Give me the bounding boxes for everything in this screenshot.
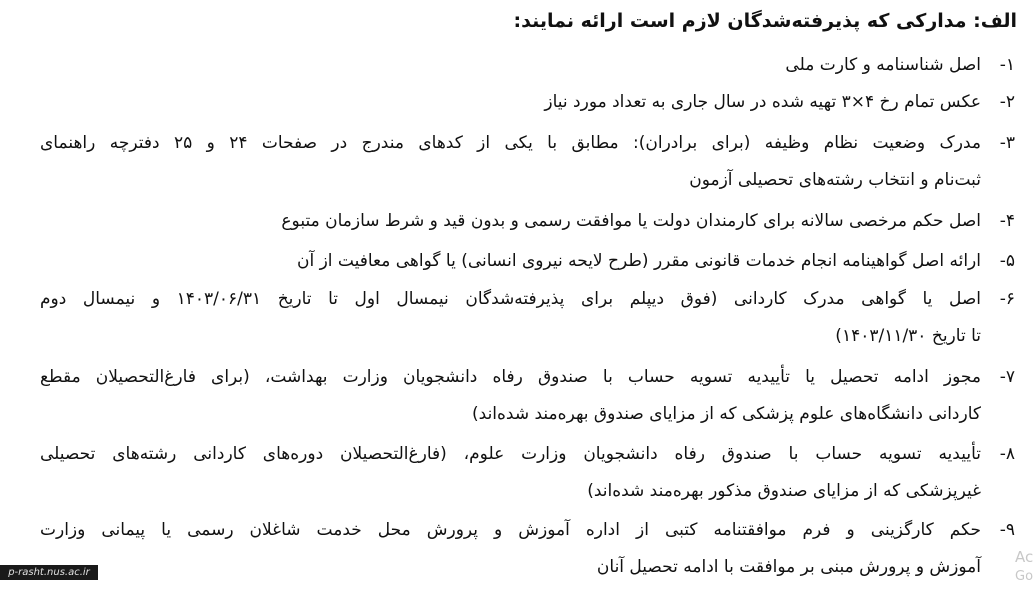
item-text: عکس تمام رخ ۴×۳ تهیه شده در سال جاری به تعداد مورد نیاز — [544, 92, 981, 112]
item-text: حکم کارگزینی و فرم موافقتنامه کتبی از اداره آموزش و پرورش محل خدمت شاغلان رسمی یا پیمانی وزارت — [40, 520, 981, 540]
list-item — [40, 84, 1015, 121]
list-item — [40, 203, 1015, 240]
item-text-continued: غیرپزشکی که از مزایای صندوق مذکور بهره‌مند شده‌اند) — [587, 481, 981, 501]
section-heading: الف: مدارکی که پذیرفته‌شدگان لازم است ارائه نمایند: — [513, 10, 1017, 32]
activation-subtext: Go — [1015, 569, 1033, 584]
list-item — [40, 243, 1015, 280]
item-text: ارائه اصل گواهینامه انجام خدمات قانونی مقرر (طرح لایحه نیروی انسانی) یا گواهی معافیت از آن — [296, 251, 981, 271]
item-number: ۸- — [999, 444, 1015, 464]
list-item — [40, 436, 1015, 510]
item-number: ۶- — [999, 289, 1015, 309]
item-text: تأییدیه تسویه حساب با صندوق رفاه دانشجویان وزارت علوم، (فارغ‌التحصیلان دوره‌های کاردانی رشته‌های تحصیلی — [40, 444, 981, 464]
item-text: مدرک وضعیت نظام وظیفه (برای برادران): مطابق با یکی از کدهای مندرج در صفحات ۲۴ و ۲۵ دفترچه راهنمای — [40, 133, 981, 153]
item-text: مجوز ادامه تحصیل یا تأییدیه تسویه حساب با صندوق رفاه دانشجویان وزارت بهداشت، (برای فارغ‌التحصیلان مقطع — [40, 367, 981, 387]
list-item — [40, 125, 1015, 199]
list-item — [40, 47, 1015, 84]
item-number: ۲- — [999, 92, 1015, 112]
item-number: ۱- — [999, 55, 1015, 75]
activation-text: Ac — [1015, 548, 1033, 566]
item-text-continued: ثبت‌نام و انتخاب رشته‌های تحصیلی آزمون — [689, 170, 981, 190]
item-text: اصل حکم مرخصی سالانه برای کارمندان دولت یا موافقت رسمی و بدون قید و شرط سازمان متبوع — [281, 211, 981, 231]
item-text: اصل یا گواهی مدرک کاردانی (فوق دیپلم برای پذیرفته‌شدگان نیمسال اول تا تاریخ ۱۴۰۳/۰۶/۳۱ و نیمسال دوم — [40, 289, 981, 309]
item-text: اصل شناسنامه و کارت ملی — [785, 55, 981, 75]
item-number: ۷- — [999, 367, 1015, 387]
item-text-continued: تا تاریخ ۱۴۰۳/۱۱/۳۰) — [835, 326, 981, 346]
item-number: ۵- — [999, 251, 1015, 271]
item-number: ۴- — [999, 211, 1015, 231]
item-text-continued: کاردانی دانشگاه‌های علوم پزشکی که از مزایای صندوق بهره‌مند شده‌اند) — [472, 404, 981, 424]
activation-watermark — [1015, 548, 1031, 590]
list-item — [40, 512, 1015, 586]
site-watermark: p-rasht.nus.ac.ir — [0, 565, 98, 580]
item-number: ۳- — [999, 133, 1015, 153]
item-text-continued: آموزش و پرورش مبنی بر موافقت با ادامه تحصیل آنان — [596, 557, 981, 577]
item-number: ۹- — [999, 520, 1015, 540]
list-item — [40, 281, 1015, 355]
list-item — [40, 359, 1015, 433]
